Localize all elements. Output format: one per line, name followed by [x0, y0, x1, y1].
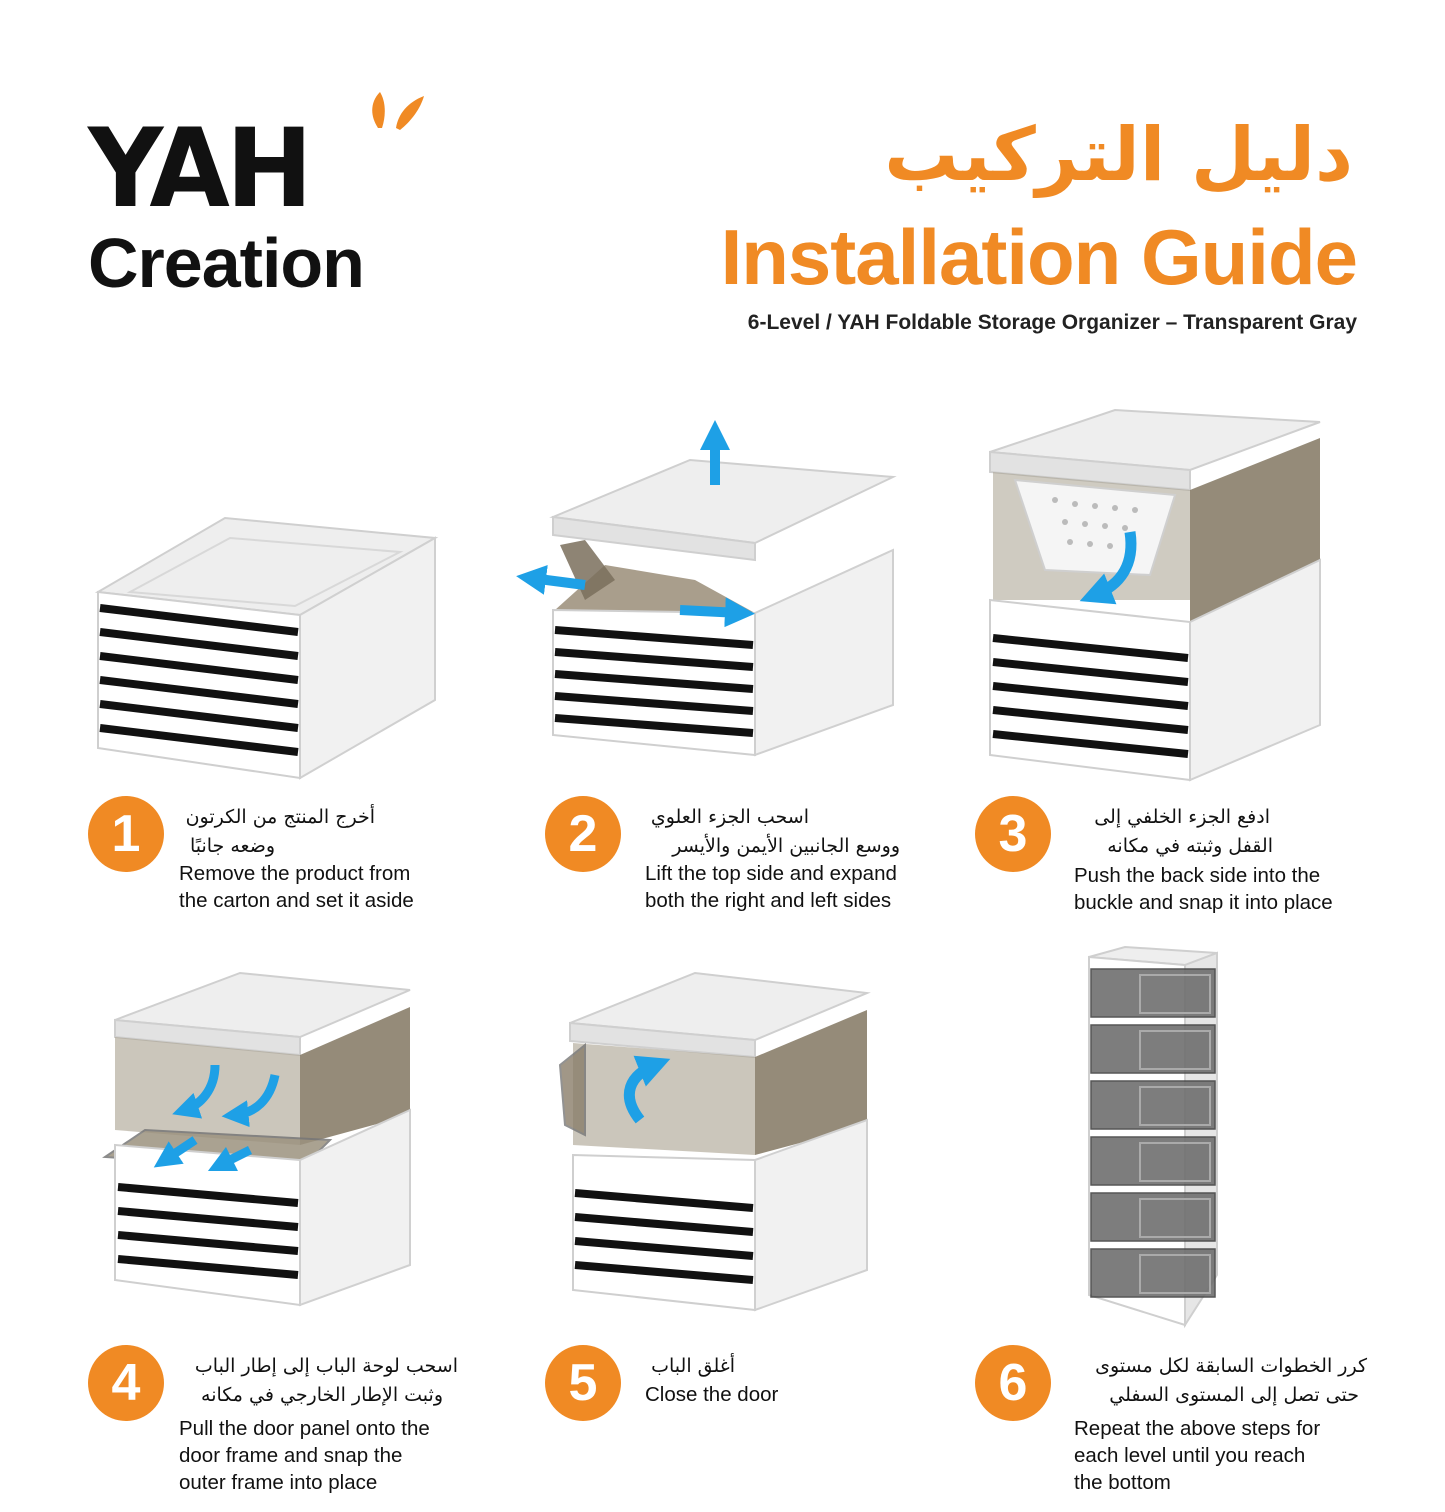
- step-3-text-ar-line2: القفل وثبته في مكانه: [1107, 835, 1273, 857]
- step-2-text-en: Lift the top side and expand both the right and left sides: [645, 862, 897, 912]
- step-3-text-ar-line1: ادفع الجزء الخلفي إلى: [1094, 806, 1270, 828]
- step-1-illustration: [90, 510, 440, 785]
- title-arabic: دليل التركيب: [884, 112, 1353, 198]
- step-6-text-en: Repeat the above steps for each level until you reach the bottom: [1074, 1417, 1321, 1494]
- logo-creation-text: Creation: [88, 224, 364, 302]
- step-1-badge: 1: [88, 796, 164, 872]
- step-6-text-ar-line1: كرر الخطوات السابقة لكل مستوى: [1095, 1355, 1367, 1377]
- step-4-illustration: [100, 965, 420, 1325]
- step-2-illustration: [515, 415, 900, 760]
- step-2-text-ar-line1: اسحب الجزء العلوي: [650, 806, 809, 828]
- step-5-illustration: [555, 965, 875, 1330]
- step-5-badge: 5: [545, 1345, 621, 1421]
- step-3-badge: 3: [975, 796, 1051, 872]
- step-4-text-ar-line2: وثبت الإطار الخارجي في مكانه: [201, 1384, 443, 1406]
- step-5-text-ar-line1: أغلق الباب: [651, 1355, 735, 1377]
- step-1-text-ar-line1: أخرج المنتج من الكرتون: [185, 806, 375, 828]
- step-6-badge: 6: [975, 1345, 1051, 1421]
- step-5-text-en: Close the door: [645, 1383, 779, 1406]
- brand-logo: [88, 88, 378, 302]
- title-english: Installation Guide: [720, 213, 1357, 301]
- step-3-text-en: Push the back side into the buckle and snap it into place: [1074, 864, 1333, 914]
- step-3-illustration: [985, 400, 1325, 785]
- step-1-text-en: Remove the product from the carton and set it aside: [179, 862, 414, 912]
- step-4-badge: 4: [88, 1345, 164, 1421]
- step-1-text-ar-line2: وضعه جانبًا: [189, 835, 275, 857]
- step-6-illustration: [1085, 945, 1225, 1330]
- logo-yah-text: YAH: [88, 103, 309, 233]
- step-6-text-ar-line2: حتى تصل إلى المستوى السفلي: [1109, 1384, 1359, 1406]
- logo-ears-icon: [368, 88, 438, 138]
- step-4-text-ar-line1: اسحب لوحة الباب إلى إطار الباب: [194, 1355, 458, 1377]
- product-subtitle: 6-Level / YAH Foldable Storage Organizer – Transparent Gray: [747, 311, 1357, 334]
- step-2-text-ar-line2: ووسع الجانبين الأيمن والأيسر: [672, 835, 900, 857]
- step-4-text-en: Pull the door panel onto the door frame and snap the outer frame into place: [179, 1417, 430, 1494]
- step-2-badge: 2: [545, 796, 621, 872]
